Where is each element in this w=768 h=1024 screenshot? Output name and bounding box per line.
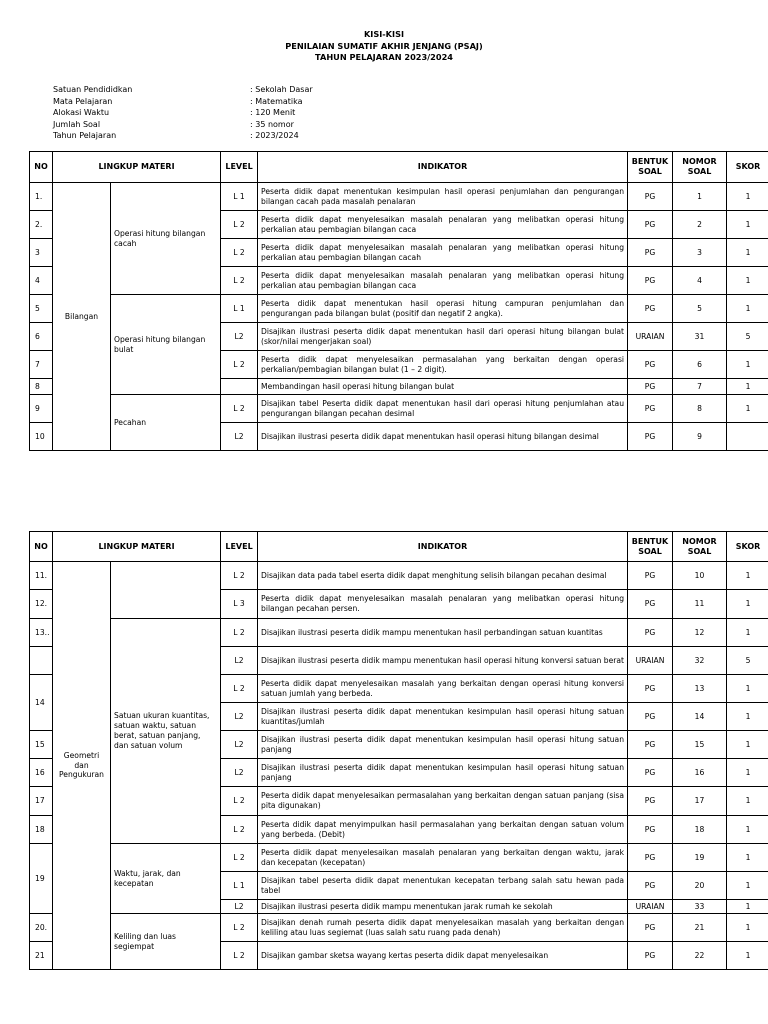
table-row: [30, 183, 768, 211]
row-nomor: 10: [673, 562, 727, 590]
row-indikator: Peserta didik dapat menyelesaikan permasalahan yang berkaitan dengan operasi perkalian/pembagian bilangan bulat (1 – 2 digit).: [258, 351, 628, 379]
row-skor: 5: [727, 647, 768, 675]
row-nomor: 31: [673, 323, 727, 351]
row-no: 7: [30, 351, 53, 379]
meta-label: Mata Pelajaran: [53, 96, 113, 106]
row-indikator: Disajikan ilustrasi peserta didik dapat menentukan kesimpulan hasil operasi hitung satuan kuantitas/jumlah: [258, 703, 628, 731]
row-no: 9: [30, 395, 53, 423]
row-indikator: Disajikan ilustrasi peserta didik mampu menentukan hasil operasi hitung konversi satuan berat: [258, 647, 628, 675]
row-bentuk: URAIAN: [628, 900, 673, 914]
meta-label: Satuan Pendididkan: [53, 85, 133, 94]
row-level: L 2: [221, 619, 258, 647]
row-indikator: Disajikan denah rumah peserta didik dapat menyelesaikan masalah yang berkaitan dengan keliling atau luas segiemat (luas salah satu ruang pada denah): [258, 914, 628, 942]
row-no: 21: [30, 942, 53, 970]
row-bentuk: PG: [628, 675, 673, 703]
row-nomor: 11: [673, 590, 727, 619]
row-indikator: Disajikan tabel Peserta didik dapat menentukan hasil dari operasi hitung penjumlahan atau pengurangan bilangan pecahan desimal: [258, 395, 628, 423]
kisi-table-1: [29, 151, 768, 451]
sub-materi-cell: Keliling dan luas segiempat: [111, 914, 221, 970]
row-level: L 2: [221, 675, 258, 703]
col-nomor-line1: NOMOR: [682, 536, 717, 546]
row-indikator: Peserta didik dapat menentukan kesimpulan hasil operasi penjumlahan dan pengurangan bilangan cacah pada masalah penalaran: [258, 183, 628, 211]
row-bentuk: PG: [628, 590, 673, 619]
table-row: [30, 619, 768, 647]
row-no: 10: [30, 423, 53, 451]
row-indikator: Peserta didik dapat menyelesaikan masalah yang berkaitan dengan operasi hitung konversi satuan jumlah yang berbeda.: [258, 675, 628, 703]
row-level: L 2: [221, 844, 258, 872]
row-level: L2: [221, 423, 258, 451]
row-nomor: 14: [673, 703, 727, 731]
row-indikator: Disajikan ilustrasi peserta didik dapat menentukan hasil dari operasi hitung bilangan bulat (skor/nilai mengerjakan soal): [258, 323, 628, 351]
col-bentuk-line2: SOAL: [638, 167, 662, 176]
row-no: 14: [30, 675, 53, 731]
row-bentuk: PG: [628, 562, 673, 590]
meta-value: : 2023/2024: [250, 131, 299, 140]
row-nomor: 32: [673, 647, 727, 675]
header-subtitle: PENILAIAN SUMATIF AKHIR JENJANG (PSAJ): [285, 40, 483, 51]
meta-label: Alokasi Waktu: [53, 108, 110, 117]
row-skor: 1: [727, 844, 768, 872]
sub-materi-cell: Operasi hitung bilangan bulat: [111, 295, 221, 395]
row-bentuk: PG: [628, 183, 673, 211]
row-level: L2: [221, 900, 258, 914]
col-nomor-line2: SOAL: [687, 167, 712, 176]
row-level: L2: [221, 703, 258, 731]
row-nomor: 12: [673, 619, 727, 647]
row-bentuk: PG: [628, 267, 673, 295]
row-indikator: Disajikan ilustrasi peserta didik dapat menentukan kesimpulan hasil operasi hitung satuan panjang: [258, 731, 628, 759]
row-bentuk: PG: [628, 423, 673, 451]
row-skor: 1: [727, 295, 768, 323]
row-indikator: Peserta didik dapat menentukan hasil operasi hitung campuran penjumlahan dan pengurangan pada bilangan bulat (positif dan negatif 2 angka).: [258, 295, 628, 323]
row-bentuk: PG: [628, 731, 673, 759]
row-bentuk: PG: [628, 816, 673, 844]
meta-label: Jumlah Soal: [53, 119, 101, 129]
row-bentuk: PG: [628, 787, 673, 816]
row-bentuk: PG: [628, 351, 673, 379]
row-level: L 1: [221, 295, 258, 323]
row-skor: 1: [727, 351, 768, 379]
row-skor: 5: [727, 323, 768, 351]
col-bentuk-line1: BENTUK: [631, 157, 669, 166]
row-nomor: 9: [673, 423, 727, 451]
row-bentuk: URAIAN: [628, 323, 673, 351]
row-skor: 1: [727, 872, 768, 900]
meta-label: Tahun Pelajaran: [53, 131, 117, 140]
kisi-table-2: [29, 531, 768, 970]
row-skor: 1: [727, 942, 768, 970]
row-skor: 1: [727, 562, 768, 590]
col-level: LEVEL: [221, 532, 258, 562]
row-no: 19: [30, 844, 53, 914]
row-bentuk: PG: [628, 759, 673, 787]
row-bentuk: PG: [628, 379, 673, 395]
col-lingkup-materi: LINGKUP MATERI: [53, 532, 221, 562]
row-skor: 1: [727, 267, 768, 295]
row-bentuk: URAIAN: [628, 647, 673, 675]
row-no: 20.: [30, 914, 53, 942]
row-nomor: 20: [673, 872, 727, 900]
row-nomor: 8: [673, 395, 727, 423]
row-level: L2: [221, 647, 258, 675]
header-title: KISI-KISI: [363, 29, 405, 39]
row-indikator: Peserta didik dapat menyelesaikan masalah penalaran yang melibatkan operasi hitung bilangan pecahan persen.: [258, 590, 628, 619]
row-indikator: Peserta didik dapat menyelesaikan masalah penalaran yang melibatkan operasi hitung perkalian atau pembagian bilangan caca: [258, 267, 628, 295]
row-no: 1.: [30, 183, 53, 211]
table-row: [30, 295, 768, 323]
row-level: L 1: [221, 183, 258, 211]
row-nomor: 21: [673, 914, 727, 942]
meta-value: : Matematika: [250, 96, 303, 106]
row-nomor: 7: [673, 379, 727, 395]
row-indikator: Disajikan data pada tabel eserta didik dapat menghitung selisih bilangan pecahan desimal: [258, 562, 628, 590]
row-skor: 1: [727, 703, 768, 731]
row-skor: 1: [727, 211, 768, 239]
sub-materi-cell: Waktu, jarak, dan kecepatan: [111, 844, 221, 914]
row-nomor: 6: [673, 351, 727, 379]
header-year: TAHUN PELAJARAN 2023/2024: [315, 52, 453, 62]
row-no: [30, 647, 53, 675]
row-skor: 1: [727, 900, 768, 914]
meta-value: : 120 Menit: [250, 108, 296, 117]
row-indikator: Disajikan tabel peserta didik dapat menentukan kecepatan terbang salah satu hewan pada tabel: [258, 872, 628, 900]
lingkup-materi-cell: Geometri dan Pengukuran: [53, 562, 111, 970]
col-bentuk-line1: BENTUK: [631, 536, 669, 546]
row-skor: 1: [727, 239, 768, 267]
row-indikator: Disajikan gambar sketsa wayang kertas peserta didik dapat menyelesaikan: [258, 942, 628, 970]
row-nomor: 15: [673, 731, 727, 759]
row-nomor: 17: [673, 787, 727, 816]
row-bentuk: PG: [628, 844, 673, 872]
row-skor: 1: [727, 914, 768, 942]
row-no: 2.: [30, 211, 53, 239]
sub-materi-cell: Pecahan: [111, 395, 221, 451]
table-header-row: [30, 532, 768, 562]
row-level: L2: [221, 731, 258, 759]
meta-row: [53, 119, 453, 131]
meta-value: : Sekolah Dasar: [250, 85, 313, 94]
col-lingkup-materi: LINGKUP MATERI: [53, 152, 221, 183]
row-level: L 2: [221, 914, 258, 942]
table-row: [30, 914, 768, 942]
row-nomor: 5: [673, 295, 727, 323]
row-level: L 2: [221, 942, 258, 970]
col-nomor-line2: SOAL: [687, 546, 712, 556]
row-nomor: 16: [673, 759, 727, 787]
row-level: L 3: [221, 590, 258, 619]
row-indikator: Peserta didik dapat menyimpulkan hasil permasalahan yang berkaitan dengan satuan volum yang berbeda. (Debit): [258, 816, 628, 844]
row-level: L 2: [221, 816, 258, 844]
meta-row: [53, 107, 453, 119]
row-skor: 1: [727, 379, 768, 395]
meta-value: : 35 nomor: [250, 119, 294, 129]
row-nomor: 22: [673, 942, 727, 970]
meta-row: [53, 84, 453, 96]
row-nomor: 33: [673, 900, 727, 914]
row-bentuk: PG: [628, 619, 673, 647]
col-bentuk-soal: [628, 152, 673, 183]
row-nomor: 2: [673, 211, 727, 239]
row-nomor: 18: [673, 816, 727, 844]
row-skor: [727, 423, 768, 451]
row-indikator: Peserta didik dapat menyelesaikan masalah penalaran yang melibatkan operasi hitung perkalian atau pembagian bilangan cacah: [258, 239, 628, 267]
sub-materi-cell: Satuan ukuran kuantitas, satuan waktu, satuan berat, satuan panjang, dan satuan volum: [111, 619, 221, 844]
col-level: LEVEL: [221, 152, 258, 183]
row-level: L 2: [221, 239, 258, 267]
row-skor: 1: [727, 787, 768, 816]
row-indikator: Peserta didik dapat menyelesaikan masalah penalaran yang berkaitan dengan waktu, jarak dan kecepatan (kecepatan): [258, 844, 628, 872]
sub-materi-cell: Operasi hitung bilangan cacah: [111, 183, 221, 295]
row-level: L 2: [221, 562, 258, 590]
row-skor: 1: [727, 816, 768, 844]
row-indikator: Peserta didik dapat menyelesaikan permasalahan yang berkaitan dengan satuan panjang (sisa pita digunakan): [258, 787, 628, 816]
col-indikator: INDIKATOR: [258, 152, 628, 183]
row-skor: 1: [727, 183, 768, 211]
row-indikator: Membandingan hasil operasi hitung bilangan bulat: [258, 379, 628, 395]
row-level: [221, 379, 258, 395]
col-skor: SKOR: [727, 152, 768, 183]
row-nomor: 4: [673, 267, 727, 295]
row-indikator: Disajikan ilustrasi peserta didik mampu menentukan jarak rumah ke sekolah: [258, 900, 628, 914]
row-no: 11.: [30, 562, 53, 590]
row-skor: 1: [727, 759, 768, 787]
col-nomor-soal: [673, 532, 727, 562]
meta-row: [53, 96, 453, 108]
meta-row: [53, 130, 453, 142]
row-bentuk: PG: [628, 942, 673, 970]
row-nomor: 3: [673, 239, 727, 267]
row-no: 13..: [30, 619, 53, 647]
row-skor: 1: [727, 590, 768, 619]
col-no: NO: [30, 152, 53, 183]
row-nomor: 13: [673, 675, 727, 703]
row-bentuk: PG: [628, 211, 673, 239]
row-indikator: Peserta didik dapat menyelesaikan masalah penalaran yang melibatkan operasi hitung perkalian atau pembagian bilangan caca: [258, 211, 628, 239]
row-no: 4: [30, 267, 53, 295]
row-bentuk: PG: [628, 872, 673, 900]
row-nomor: 19: [673, 844, 727, 872]
identity-block: [53, 84, 453, 142]
row-no: 17: [30, 787, 53, 816]
col-no: NO: [30, 532, 53, 562]
row-level: L 2: [221, 395, 258, 423]
row-level: L 2: [221, 211, 258, 239]
row-bentuk: PG: [628, 703, 673, 731]
sub-materi-cell-empty: [111, 562, 221, 619]
col-nomor-line1: NOMOR: [682, 157, 717, 166]
row-bentuk: PG: [628, 295, 673, 323]
row-skor: 1: [727, 395, 768, 423]
table-row: [30, 562, 768, 590]
table-row: [30, 395, 768, 423]
row-indikator: Disajikan ilustrasi peserta didik mampu menentukan hasil perbandingan satuan kuantitas: [258, 619, 628, 647]
row-level: L2: [221, 323, 258, 351]
row-no: 3: [30, 239, 53, 267]
table-row: [30, 844, 768, 872]
row-no: 16: [30, 759, 53, 787]
row-indikator: Disajikan ilustrasi peserta didik dapat menentukan hasil operasi hitung bilangan desimal: [258, 423, 628, 451]
row-bentuk: PG: [628, 395, 673, 423]
col-bentuk-soal: [628, 532, 673, 562]
col-nomor-soal: [673, 152, 727, 183]
row-skor: 1: [727, 675, 768, 703]
row-skor: 1: [727, 731, 768, 759]
row-no: 6: [30, 323, 53, 351]
row-no: 5: [30, 295, 53, 323]
row-level: L2: [221, 759, 258, 787]
row-level: L 2: [221, 351, 258, 379]
row-level: L 2: [221, 267, 258, 295]
row-bentuk: PG: [628, 914, 673, 942]
row-no: 12.: [30, 590, 53, 619]
document-header: [0, 29, 768, 64]
lingkup-materi-cell: Bilangan: [53, 183, 111, 451]
table-header-row: [30, 152, 768, 183]
row-skor: 1: [727, 619, 768, 647]
row-level: L 2: [221, 787, 258, 816]
row-no: 18: [30, 816, 53, 844]
row-no: 8: [30, 379, 53, 395]
row-no: 15: [30, 731, 53, 759]
row-level: L 1: [221, 872, 258, 900]
col-bentuk-line2: SOAL: [638, 546, 662, 556]
row-nomor: 1: [673, 183, 727, 211]
row-bentuk: PG: [628, 239, 673, 267]
row-indikator: Disajikan ilustrasi peserta didik dapat menentukan kesimpulan hasil operasi hitung satuan panjang: [258, 759, 628, 787]
col-skor: SKOR: [727, 532, 768, 562]
col-indikator: INDIKATOR: [258, 532, 628, 562]
